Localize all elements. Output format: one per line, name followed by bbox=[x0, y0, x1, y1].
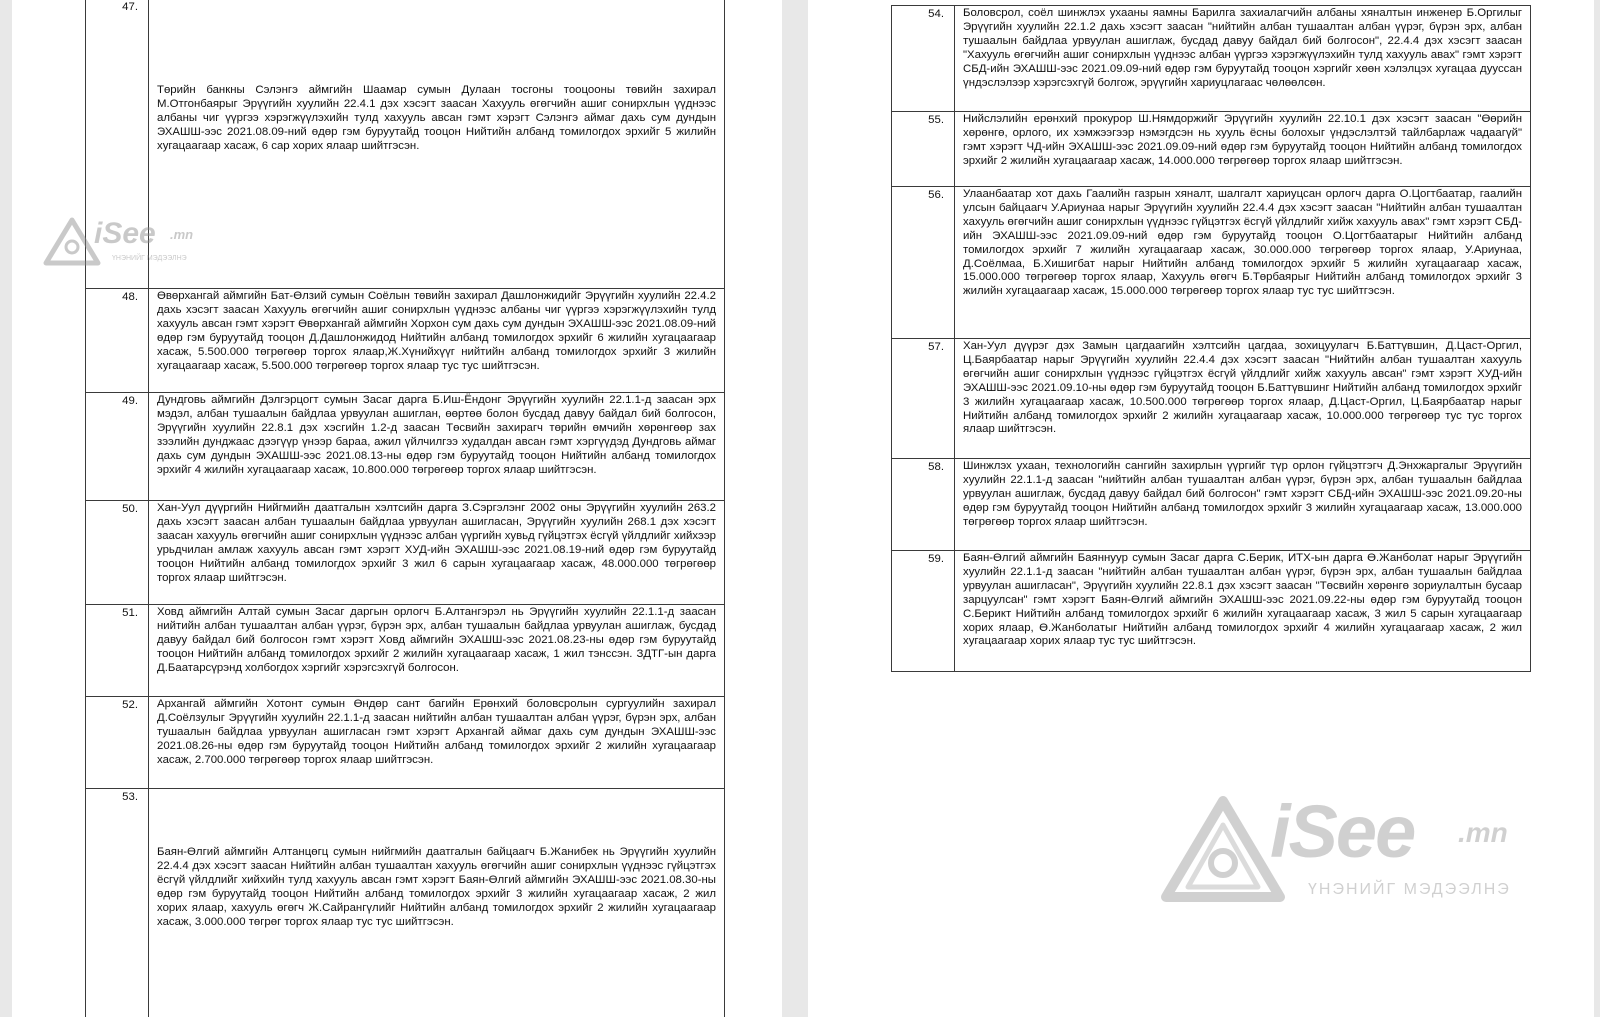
table-row bbox=[86, 501, 725, 605]
watermark-tagline: ҮНЭНИЙГ МЭДЭЭЛНЭ bbox=[1308, 881, 1511, 898]
row-number: 52. bbox=[86, 697, 149, 789]
table-row bbox=[86, 393, 725, 501]
table-row bbox=[86, 697, 725, 789]
table-row bbox=[892, 112, 1531, 187]
row-text: Баян-Өлгий аймгийн Алтанцөгц сумын нийгмийн даатгалын байцаагч Б.Жанибек нь Эрүүгийн хуулийн 22.4.4 дэх хэсэгт заасан Нийтийн албан тушаалтан хахууль өгөгчийн ашиг сонирхлын үүднээс гүйцэтгэх ёсгүй үйлдлийг хийхийн тулд хахууль авсан гэмт хэрэгт Баян-Өлгий аймгийн ЭХАШШ-ээс 2021.08.30-ны өдөр гэм буруутайд тооцон Нийтийн албанд томилогдох эрхийг 3 жилийн хугацаагаар хасаж, 2 жил хорих ялаар, хахууль өгөгч Ж.Сайрангүлийг Нийтийн албанд томилогдох эрхийг 2 жилийн хугацаагаар хасаж, 3.000.000 төгрөг торгох ялаар тус тус шийтгэсэн. bbox=[157, 846, 716, 928]
row-text: Боловсрол, соёл шинжлэх ухааны яамны Барилга захиалагчийн албаны хяналтын инженер Б.Оргилыг Эрүүгийн хуулийн 22.1.2 дахь хэсэгт заасан "нийтийн албан тушаалтан албан үүрэг, бүрэн эрх, албан тушаалын байдлаа урвуулан ашиглаж, бусдад давуу байдал бий болгосон", 22.4.4 дэх хэсэгт заасан "Хахууль өгөгчийн ашиг сонирхлын үүднээс албан үүргээ хэрэгжүүлэхийн тулд хахууль авах" гэмт хэрэгт СБД-ийн ЭХАШШ-ээс 2021.09.09-ний өдөр гэм буруутайд тооцон хэргийг хөөн хэлэлцэх хугацаа дуусcан үндэслэлээр хэрэгсэхгүй болгож, эрүүгийн хариуцлагаас чөлөөлсөн. bbox=[955, 6, 1531, 112]
cases-table-left bbox=[85, 0, 725, 1017]
cell-spacer bbox=[157, 0, 716, 84]
table-row bbox=[86, 789, 725, 1017]
row-text: Архангай аймгийн Хотонт сумын Өндөр сант багийн Ерөнхий боловсролын сургуулийн захирал Д.Соёлзулыг Эрүүгийн хуулийн 22.1.1-д заасан нийтийн албан тушаалтан албан үүрэг, бүрэн эрх, албан тушаалын байдлаа урвуулан ашигласан гэмт хэрэгт Архангай аймаг дахь сум дундын ЭХАШШ-ээс 2021.08.26-ны өдөр гэм буруутайд тооцон Нийтийн албанд томилогдох эрхийг 2 жилийн хугацаагаар хасаж, 2.700.000 төгрөгөөр торгох ялаар шийтгэсэн. bbox=[149, 697, 725, 789]
row-text: Хан-Уул дүүрэг дэх Замын цагдаагийн хэлтсийн цагдаа, зохицуулагч Б.Баттүвшин, Д.Цаст-Оргил, Ц.Баярбаатар нарыг Эрүүгийн хуулийн 22.4.4 дэх хэсэгт заасан "Нийтийн албан тушаалтан хахууль өгөгчийн ашиг сонирхлын үүднээс гүйцэтгэх ёсгүй үйлдлийг хийж хахууль авсан" гэмт хэрэгт ХУД-ийн ЭХАШШ-ээс 2021.09.10-ны өдөр гэм буруутайд тооцон Б.Баттүвшинг Нийтийн албанд томилогдох эрхийг 3 жилийн хугацаагаар хасаж, 10.500.000 төгрөгөөр торгох ялаар, Д.Цаст-Оргил, Ц.Баярбаатар нарыг Нийтийн албанд томилогдох эрхийг 2 жилийн хугацаагаар хасаж, 10.000.000 төгрөгөөр тус тус торгох ялаар шийтгэсэн. bbox=[955, 339, 1531, 459]
document-page-right bbox=[808, 0, 1594, 1017]
table-row bbox=[86, 289, 725, 393]
watermark-tld: .mn bbox=[1458, 817, 1508, 848]
watermark-brand: iSee bbox=[94, 217, 156, 250]
cell-spacer bbox=[157, 790, 716, 846]
row-text-cell bbox=[149, 0, 725, 289]
row-text: Баян-Өлгий аймгийн Баяннуур сумын Засаг дарга С.Берик, ИТХ-ын дарга Ө.Жанболат нарыг Эрүүгийн хуулийн 22.1.1-д заасан "нийтийн албан тушаалтан албан үүрэг, бүрэн эрх, албан тушаалын байдлаа урвуулан ашигласан", Эрүүгийн хуулийн 22.8.1 дэх хэсэгт заасан "Төсвийн хөрөнгө зориулалтын бусаар зарцуулсан" гэмт хэрэгт Баян-Өлгий аймгийн ЭХАШШ-ээс 2021.09.22-ны өдөр гэм буруутайд тооцон С.Берикт Нийтийн албанд томилогдох эрхийг 6 жилийн хугацаагаар хасаж, 3 жил 5 сарын хугацаагаар хорих ялаар, Ө.Жанболатыг Нийтийн албанд томилогдох эрхийг 4 жилийн хугацаагаар хасаж, 2 жил хугацаагаар хорих ялаар тус тус шийтгэсэн. bbox=[955, 551, 1531, 672]
triangle-logo-icon bbox=[1158, 795, 1288, 905]
row-text: Шинжлэх ухаан, технологийн сангийн захирлын үүргийг түр орлон гүйцэтгэгч Д.Энхжаргалыг Эрүүгийн хуулийн 22.1.1-д заасан "нийтийн албан тушаалтан албан үүрэг, бүрэн эрх, албан тушаалын байдлаа урвуулан ашиглаж, бусдад давуу байдал бий болгосон" гэмт хэрэгт СБД-ийн ЭХАШШ-ээс 2021.09.20-ны өдөр гэм буруутайд тооцон Нийтийн албанд томилогдох эрхийг 3 жилийн хугацаагаар хасаж, 13.000.000 төгрөгөөр торгох ялаар шийтгэсэн. bbox=[955, 459, 1531, 551]
row-number: 49. bbox=[86, 393, 149, 501]
table-row bbox=[892, 339, 1531, 459]
row-text: Нийслэлийн ерөнхий прокурор Ш.Нямдоржийг Эрүүгийн хуулийн 22.10.1 дэх хэсэгт заасан "Өөрийн хөрөнгө, орлого, их хэмжээгээр нэмэгдсэн нь хууль ёсны болохыг үндэслэлтэй тайлбарлаж чадаагүй" гэмт хэрэгт ЧД-ийн ЭХАШШ-ээс 2021.09.09-ний өдөр гэм буруутайд тооцон Нийтийн албанд томилогдох эрхийг 2 жилийн хугацаагаар хасаж, 14.000.000 төгрөгөөр торгох ялаар шийтгэсэн. bbox=[955, 112, 1531, 187]
watermark-logo-large bbox=[1158, 790, 1518, 915]
row-number: 53. bbox=[86, 789, 149, 1017]
watermark-tld: .mn bbox=[170, 227, 194, 242]
table-row bbox=[86, 0, 725, 289]
row-text: Төрийн банкны Сэлэнгэ аймгийн Шаамар сумын Дулаан тосгоны тооцооны төвийн захирал М.Отгонбаярыг Эрүүгийн хуулийн 22.4.1 дэх хэсэгт заасан Хахууль өгөгчийн ашиг сонирхлын үүднээс албаны чиг үүргээ хэрэгжүүлэхийн тулд хахууль авсан гэмт хэрэгт Сэлэнгэ аймаг дахь сум дундын ЭХАШШ-ээс 2021.08.09-ний өдөр гэм буруутайд тооцон Нийтийн албанд томилогдох эрхийг 5 жилийн хугацаагаар хасаж, 6 сар хорих ялаар шийтгэсэн. bbox=[157, 84, 716, 152]
row-text: Дундговь аймгийн Дэлгэрцогт сумын Засаг дарга Б.Иш-Ёндонг Эрүүгийн хуулийн 22.1.1-д заасан эрх мэдэл, албан тушаалын байдлаа урвуулан ашиглан, өөртөө болон бусдад давуу байдал бий болгосон, Эрүүгийн хуулийн 22.8.1 дэх хэсгийн 1.2-д заасан Төсвийн захирагч төрийн өмчийн хөрөнгөөр зах зээлийн дунджаас дээгүүр үнээр бараа, ажил үйлчилгээ худалдан авсан гэмт хэргүүдэд Дундговь аймаг дахь сум дундын ЭХАШШ-ээс 2021.08.13-ны өдөр гэм буруутайд тооцон Нийтийн албанд томилогдох эрхийг 4 жилийн хугацаагаар хасаж, 10.800.000 төгрөгөөр торгох ялаар шийтгэсэн. bbox=[149, 393, 725, 501]
document-page-left bbox=[12, 0, 782, 1017]
watermark-brand: iSee bbox=[1270, 790, 1415, 873]
row-number: 57. bbox=[892, 339, 955, 459]
row-number: 59. bbox=[892, 551, 955, 672]
watermark-tagline: ҮНЭНИЙГ МЭДЭЭЛНЭ bbox=[112, 255, 187, 262]
row-number: 50. bbox=[86, 501, 149, 605]
row-text: Хан-Уул дүүргийн Нийгмийн даатгалын хэлтсийн дарга З.Сэргэлэнг 2002 оны Эрүүгийн хуулийн 263.2 дахь хэсэгт заасан албан тушаалын байдлаа урвуулан ашигласан, Эрүүгийн хуулийн 268.1 дэх хэсэгт заасан хахууль өгөгчийн ашиг сонирхлын үүднээс албан үүргийн хувьд гүйцэтгэх ёсгүй үйлдлийг хийхээр урьдчилан амлаж хахууль авсан гэмт хэрэгт ХУД-ийн ЭХАШШ-ээс 2021.08.19-ний өдөр гэм буруутайд тооцон Нийтийн албанд томилогдох эрхийг 3 жил 6 сарын хугацаагаар хасаж, 48.000.000 төгрөгөөр торгох ялаар шийтгэсэн. bbox=[149, 501, 725, 605]
row-number: 48. bbox=[86, 289, 149, 393]
row-text: Өвөрхангай аймгийн Бат-Өлзий сумын Соёлын төвийн захирал Дашлонжидийг Эрүүгийн хуулийн 22.4.2 дахь хэсэгт заасан Хахууль өгөгчийн ашиг сонирхлын үүднээс албаны чиг үүргээ хэрэгжүүлэхийн тулд хахууль авсан гэмт хэрэгт Өвөрхангай аймгийн Хорхон сум дахь сум дундын ЭХАШШ-ээс 2021.08.09-ний өдөр гэм буруутайд тооцон Д.Дашлонжидод Нийтийн албанд томилогдох эрхийг 6 жилийн хугацаагаар хасаж, 5.500.000 төгрөгөөр торгох ялаар,Ж.Хүнийхүүг нийтийн албанд томилогдох эрхийг 3 жилийн хугацаагаар хасаж, 5.500.000 төгрөгөөр торгох ялаар тус тус шийтгэсэн. bbox=[149, 289, 725, 393]
table-row bbox=[892, 551, 1531, 672]
table-row bbox=[86, 605, 725, 697]
row-number: 56. bbox=[892, 187, 955, 339]
cases-table-right bbox=[891, 5, 1531, 672]
row-text: Улаанбаатар хот дахь Гаалийн газрын хяналт, шалгалт хариуцсан орлогч дарга О.Цогтбаатар, гаалийн улсын байцаагч У.Ариунаа нарыг Эрүүгийн хуулийн 22.4.4 дэх хэсэгт заасан "Нийтийн албан тушаалтан хахууль өгөгчийн ашиг сонирхлын үүднээс гүйцэтгэх ёсгүй үйлдлийг хийж хахууль авах" гэмт хэрэгт СБД-ийн ЭХАШШ-ээс 2021.09.09-ний өдөр гэм буруутайд тооцон О.Цогтбаатарыг Нийтийн албанд томилогдох эрхийг 7 жилийн хугацаагаар хасаж, 30.000.000 төгрөгөөр торгох ялаар, У.Ариунаа, Д.Соёлмаа, Б.Хишигбат нарыг Нийтийн албанд томилогдох эрхийг 5 жилийн хугацаагаар хасаж, 15.000.000 төгрөгөөр торгох ялаар, Хахууль өгөгч Б.Төрбаярыг Нийтийн албанд томилогдох эрхийг 3 жилийн хугацаагаар хасаж, 15.000.000 төгрөгөөр торгох ялаар тус тус шийтгэсэн. bbox=[955, 187, 1531, 339]
row-number: 55. bbox=[892, 112, 955, 187]
row-text-cell bbox=[149, 789, 725, 1017]
table-row bbox=[892, 187, 1531, 339]
row-number: 51. bbox=[86, 605, 149, 697]
table-row bbox=[892, 6, 1531, 112]
row-number: 58. bbox=[892, 459, 955, 551]
table-row bbox=[892, 459, 1531, 551]
row-text: Ховд аймгийн Алтай сумын Засаг даргын орлогч Б.Алтангэрэл нь Эрүүгийн хуулийн 22.1.1-д заасан нийтийн албан тушаалтан албан үүрэг, бүрэн эрх, албан тушаалын байдлаа урвуулан ашиглаж, бусдад давуу байдал бий болгосон гэмт хэрэгт Ховд аймгийн ЭХАШШ-ээс 2021.08.23-ны өдөр гэм буруутайд тооцон Нийтийн албанд томилогдох эрхийг 2 жилийн хугацаагаар хасаж, 1 жил тэнссэн. ЗДТГ-ын дарга Д.Баатарсүрэнд холбогдох хэргийг хэрэгсэхгүй болгосон. bbox=[149, 605, 725, 697]
row-number: 54. bbox=[892, 6, 955, 112]
row-number: 47. bbox=[86, 0, 149, 289]
